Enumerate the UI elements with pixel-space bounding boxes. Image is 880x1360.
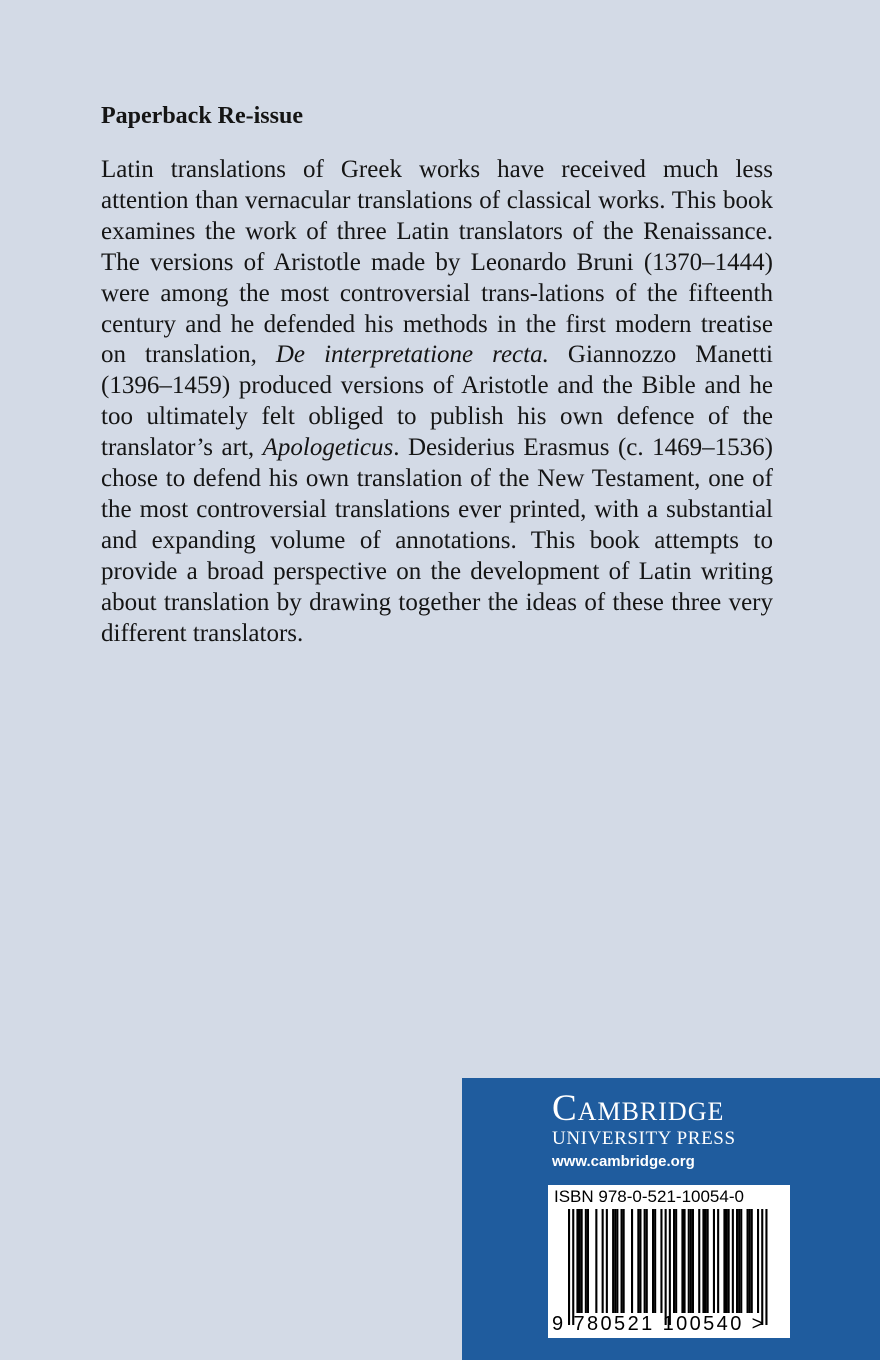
heading-paperback-reissue: Paperback Re-issue [101, 103, 303, 129]
barcode-bar [751, 1209, 753, 1313]
barcode-bar [713, 1209, 715, 1313]
barcode-bar [688, 1209, 690, 1313]
barcode-bar [705, 1209, 707, 1313]
barcode-bar [698, 1209, 700, 1313]
barcode-bar [646, 1209, 648, 1313]
title-de-interpretatione-recta: De interpretatione recta. [275, 341, 549, 369]
barcode-bar [581, 1209, 583, 1313]
barcode-bar [728, 1209, 730, 1313]
barcode-bar [652, 1209, 654, 1313]
title-apologeticus: Apologeticus [262, 434, 394, 462]
barcode-bar [761, 1209, 763, 1325]
barcode-box [548, 1185, 790, 1338]
barcode-bar [660, 1209, 662, 1313]
barcode-bar [669, 1209, 671, 1325]
isbn-label: ISBN 978-0-521-10054-0 [554, 1187, 744, 1206]
barcode-bar [681, 1209, 683, 1313]
barcode-bar [732, 1209, 734, 1313]
barcode-bar [637, 1209, 639, 1313]
barcode-bar [726, 1209, 728, 1313]
barcode-bar [614, 1209, 616, 1313]
barcode-bar [723, 1209, 725, 1313]
description-part-3: . Desiderius Erasmus (c. 1469–1536) chose to defend his own translation of the New Testament, one of the most controversial translations ever printed, with a substantial and expanding volume of annotations. This book attempts to provide a broad perspective on the development of Latin writing about translation by drawing together the ideas of these three very different translators. [101, 434, 773, 647]
barcode-bar [690, 1209, 692, 1313]
barcode-bar [738, 1209, 740, 1313]
publisher-subtitle: UNIVERSITY PRESS [552, 1128, 736, 1149]
barcode-bar [717, 1209, 719, 1313]
barcode-bar [765, 1209, 767, 1325]
barcode-bar [612, 1209, 614, 1313]
publisher-panel [462, 1078, 880, 1360]
publisher-url[interactable]: www.cambridge.org [552, 1153, 695, 1170]
description-part-1: Latin translations of Greek works have received much less attention than vernacular translations of classical works. This book examines the work of three Latin translators of the Renaissance. The versions of Aristotle made by Leonardo Bruni (1370–1444) were among the most controversial trans-lations of the fifteenth century and he defended his methods in the first modern treatise on translation, [101, 156, 773, 369]
barcode-bar [644, 1209, 646, 1313]
barcode-bar [654, 1209, 656, 1313]
barcode-bar [707, 1209, 709, 1313]
barcode-bar [587, 1209, 589, 1313]
barcode-bar [736, 1209, 738, 1313]
barcode-bar [675, 1209, 677, 1313]
description-part-2: Giannozzo Manetti (1396–1459) produced versions of Aristotle and the Bible and he too ultimately felt obliged to publish his own defence of the translator’s art, [101, 341, 773, 462]
barcode-bar [684, 1209, 686, 1313]
barcode-bar [568, 1209, 570, 1325]
publisher-name: Cambridge [552, 1088, 725, 1129]
barcode-bar [616, 1209, 618, 1313]
barcode-bar [740, 1209, 742, 1313]
barcode-bar [665, 1209, 667, 1325]
barcode-bar [621, 1209, 623, 1313]
barcode-bar [673, 1209, 675, 1313]
barcode-bar [692, 1209, 694, 1313]
barcode-bar [576, 1209, 578, 1313]
barcode-bar [606, 1209, 608, 1313]
barcode-bar [602, 1209, 604, 1313]
barcode-bar [585, 1209, 587, 1313]
book-description [101, 155, 773, 650]
barcode-bar [572, 1209, 574, 1325]
barcode-bar [747, 1209, 749, 1313]
barcode-bar [623, 1209, 625, 1313]
barcode-bar [702, 1209, 704, 1313]
barcode-bar [631, 1209, 633, 1313]
barcode-bar [639, 1209, 641, 1313]
barcode-digits: 9 780521 100540 > [552, 1313, 766, 1335]
barcode-bar [595, 1209, 597, 1313]
barcode-bar [749, 1209, 751, 1313]
barcode-bar [579, 1209, 581, 1313]
barcode-bar [757, 1209, 759, 1313]
